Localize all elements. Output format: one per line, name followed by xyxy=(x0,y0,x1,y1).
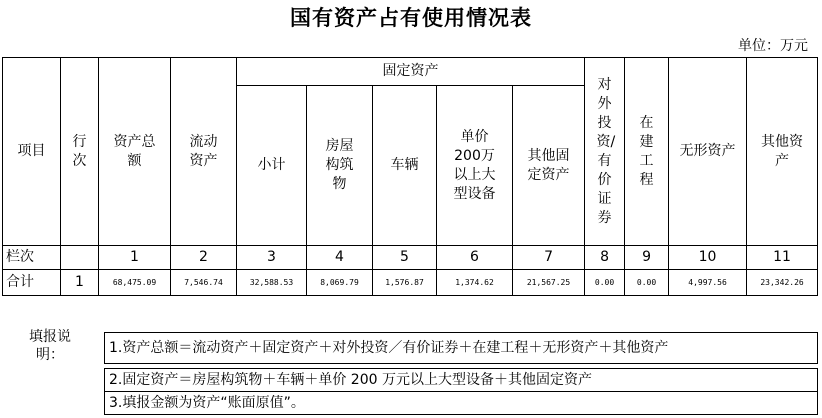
total-value: 0.00 xyxy=(625,270,669,296)
header-row-no: 行次 xyxy=(61,58,99,246)
total-value: 21,567.25 xyxy=(513,270,585,296)
total-value: 7,546.74 xyxy=(171,270,237,296)
total-value: 68,475.09 xyxy=(99,270,171,296)
column-row-blank xyxy=(61,246,99,270)
total-row-label: 合计 xyxy=(3,270,61,296)
asset-table xyxy=(2,57,818,296)
total-value: 32,588.53 xyxy=(237,270,307,296)
total-value: 23,342.26 xyxy=(747,270,818,296)
column-number: 7 xyxy=(513,246,585,270)
unit-label: 单位：万元 xyxy=(738,38,808,54)
column-number: 1 xyxy=(99,246,171,270)
header-large-equipment: 单价200万以上大型设备 xyxy=(437,86,513,246)
column-number: 11 xyxy=(747,246,818,270)
note-line-1: 1.资产总额＝流动资产＋固定资产＋对外投资／有价证券＋在建工程＋无形资产＋其他资产 xyxy=(104,332,818,364)
header-vehicles: 车辆 xyxy=(373,86,437,246)
header-total-assets: 资产总额 xyxy=(99,58,171,246)
column-number: 10 xyxy=(669,246,747,270)
header-other-fixed: 其他固定资产 xyxy=(513,86,585,246)
column-row-label: 栏次 xyxy=(3,246,61,270)
column-number: 8 xyxy=(585,246,625,270)
header-current-assets: 流动资产 xyxy=(171,58,237,246)
column-number: 5 xyxy=(373,246,437,270)
notes-label: 填报说明： xyxy=(29,329,71,363)
header-buildings: 房屋构筑物 xyxy=(307,86,373,246)
header-construction: 在建工程 xyxy=(625,58,669,246)
note-line-2: 2.固定资产＝房屋构筑物＋车辆＋单价 200 万元以上大型设备＋其他固定资产 xyxy=(104,368,818,392)
column-number: 9 xyxy=(625,246,669,270)
column-number: 3 xyxy=(237,246,307,270)
column-number: 2 xyxy=(171,246,237,270)
header-investment: 对外投资/有价证券 xyxy=(585,58,625,246)
header-subtotal: 小计 xyxy=(237,86,307,246)
page-title: 国有资产占有使用情况表 xyxy=(290,5,532,30)
note-line-3: 3.填报金额为资产“账面原值”。 xyxy=(104,392,818,415)
total-row-no: 1 xyxy=(61,270,99,296)
header-other-assets: 其他资产 xyxy=(747,58,818,246)
total-value: 1,374.62 xyxy=(437,270,513,296)
header-item: 项目 xyxy=(3,58,61,246)
header-fixed-assets: 固定资产 xyxy=(237,58,585,86)
header-intangible: 无形资产 xyxy=(669,58,747,246)
total-value: 4,997.56 xyxy=(669,270,747,296)
column-number: 4 xyxy=(307,246,373,270)
total-value: 1,576.87 xyxy=(373,270,437,296)
total-value: 0.00 xyxy=(585,270,625,296)
total-value: 8,069.79 xyxy=(307,270,373,296)
column-number: 6 xyxy=(437,246,513,270)
